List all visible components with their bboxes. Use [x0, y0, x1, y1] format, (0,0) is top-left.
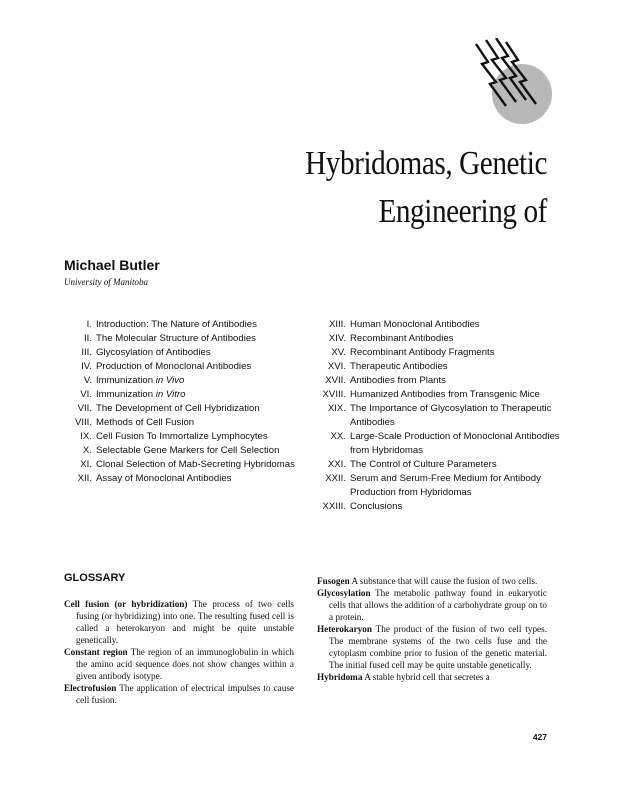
toc-item [316, 402, 562, 430]
glossary-term: Glycosylation [317, 588, 371, 598]
toc-item-title-part: Immunization [96, 389, 156, 400]
glossary-entry [64, 598, 294, 646]
page-number: 427 [532, 732, 547, 742]
toc-item-title-part: Assay of Monoclonal Antibodies [96, 473, 232, 484]
toc-item [316, 360, 562, 374]
table-of-contents-right [316, 318, 562, 514]
toc-item-title: Conclusions [350, 501, 403, 512]
toc-item [64, 444, 304, 458]
toc-item [64, 360, 304, 374]
toc-item [64, 472, 304, 486]
toc-item-number: II. [84, 333, 92, 344]
toc-item-number: I. [86, 319, 92, 330]
toc-item-title: Recombinant Antibody Fragments [350, 347, 495, 358]
toc-item-number: VI. [80, 389, 92, 400]
toc-item-number: III. [81, 347, 92, 358]
toc-item [316, 388, 562, 402]
toc-item-number: VIII. [74, 417, 92, 428]
title-line-2: Engineering of [378, 193, 547, 230]
toc-item-title: Large-Scale Production of Monoclonal Antibodies from Hybridomas [350, 431, 560, 456]
toc-item-number: XIX. [327, 403, 346, 414]
toc-item-title: Recombinant Antibodies [350, 333, 454, 344]
toc-item-number: IV. [81, 361, 92, 372]
glossary-definition: The product of the fusion of two cell types. The membrane systems of the two cells fuse and the cytoplasm combine prior to fusion of the genetic material. The initial fused cell may be quite unstable genetically. [329, 624, 547, 670]
title-line-1: Hybridomas, Genetic [305, 145, 547, 182]
glossary-term: Hybridoma [317, 672, 363, 682]
toc-item-title: The Control of Culture Parameters [350, 459, 497, 470]
toc-item [64, 388, 304, 402]
glossary-column-right [317, 575, 547, 683]
toc-item-title-part: Cell Fusion To Immortalize Lymphocytes [96, 431, 268, 442]
glossary-definition: The region of an immunoglobulin in which the amino acid sequence does not show changes within a given antibody isotype. [76, 647, 294, 681]
toc-item-number: XV. [331, 347, 346, 358]
glossary-entry [317, 671, 547, 683]
toc-item [64, 318, 304, 332]
toc-item-title: Human Monoclonal Antibodies [350, 319, 480, 330]
toc-item-title [96, 444, 304, 458]
toc-item-title [96, 332, 304, 346]
toc-item-title: Humanized Antibodies from Transgenic Mice [350, 389, 540, 400]
toc-item [64, 416, 304, 430]
glossary-entry [64, 646, 294, 682]
glossary-term: Fusogen [317, 576, 350, 586]
toc-item-title [96, 472, 304, 486]
toc-item-number: XI. [80, 459, 92, 470]
toc-item [64, 332, 304, 346]
toc-item-number: V. [83, 375, 92, 386]
glossary-entry [317, 587, 547, 623]
toc-item [316, 472, 562, 500]
toc-item [316, 346, 562, 360]
author-name: Michael Butler [64, 257, 160, 273]
toc-item-number: XXII. [325, 473, 346, 484]
toc-item-title-part: Production of Monoclonal Antibodies [96, 361, 252, 372]
lightning-emblem-icon [462, 38, 562, 124]
toc-item [316, 430, 562, 458]
toc-item-title [96, 416, 304, 430]
author-affiliation: University of Manitoba [64, 277, 148, 287]
toc-item [64, 430, 304, 444]
table-of-contents-left [64, 318, 304, 486]
toc-item-number: XII. [77, 473, 92, 484]
toc-item-number: XVII. [325, 375, 346, 386]
toc-item-title-part: Introduction: The Nature of Antibodies [96, 319, 257, 330]
glossary-entry [317, 623, 547, 671]
toc-item-number: XX. [330, 431, 346, 442]
toc-item-number: XXIII. [322, 501, 346, 512]
toc-item-title [96, 374, 304, 388]
toc-item-number: XIII. [328, 319, 346, 330]
toc-item-title [96, 388, 304, 402]
toc-item-title [96, 346, 304, 360]
toc-item-title-part: The Development of Cell Hybridization [96, 403, 260, 414]
toc-item-number: XXI. [327, 459, 346, 470]
toc-item [64, 374, 304, 388]
glossary-definition: A substance that will cause the fusion of two cells. [351, 576, 538, 586]
toc-item-title-part: Glycosylation of Antibodies [96, 347, 211, 358]
toc-item-title [96, 402, 304, 416]
toc-item-number: VII. [77, 403, 92, 414]
toc-item-title-part: Methods of Cell Fusion [96, 417, 195, 428]
glossary-term: Electrofusion [64, 683, 117, 693]
glossary-term: Heterokaryon [317, 624, 372, 634]
toc-item-title-part: in Vivo [155, 375, 185, 386]
glossary-definition: The application of electrical impulses to cause cell fusion. [76, 683, 294, 705]
toc-item [316, 500, 562, 514]
toc-item [316, 374, 562, 388]
glossary-entry [64, 682, 294, 706]
glossary-definition: A stable hybrid cell that secretes a [364, 672, 490, 682]
toc-item-number: X. [82, 445, 92, 456]
toc-item-title-part: Immunization [96, 375, 156, 386]
toc-item-title-part: Selectable Gene Markers for Cell Selection [96, 445, 280, 456]
glossary-definition: The process of two cells fusing (or hybridizing) into one. The resulting fused cell is called a heterokaryon and might be quite unstable genetically. [76, 599, 294, 645]
toc-item [64, 402, 304, 416]
glossary-term: Constant region [64, 647, 128, 657]
toc-item-title-part: Clonal Selection of Mab-Secreting Hybridomas [96, 459, 295, 470]
toc-item-title-part: in Vitro [155, 389, 186, 400]
toc-item [316, 332, 562, 346]
toc-item-title: Therapeutic Antibodies [350, 361, 448, 372]
toc-item [316, 458, 562, 472]
toc-item [64, 458, 304, 472]
glossary-definition: The metabolic pathway found in eukaryotic cells that allows the addition of a carbohydrate group on to a protein. [329, 588, 547, 622]
glossary-heading: GLOSSARY [64, 572, 126, 584]
toc-item-number: IX. [80, 431, 92, 442]
toc-item-title [96, 458, 304, 472]
toc-item-title: The Importance of Glycosylation to Therapeutic Antibodies [350, 403, 552, 428]
toc-item [316, 318, 562, 332]
toc-item-title [96, 318, 304, 332]
toc-item-number: XVIII. [322, 389, 346, 400]
glossary-entry [317, 575, 547, 587]
glossary-term: Cell fusion (or hybridization) [64, 599, 188, 609]
toc-item-title: Serum and Serum-Free Medium for Antibody Production from Hybridomas [350, 473, 541, 498]
toc-item-title-part: The Molecular Structure of Antibodies [96, 333, 256, 344]
toc-item-number: XIV. [328, 333, 346, 344]
toc-item-number: XVI. [327, 361, 346, 372]
toc-item-title [96, 430, 304, 444]
article-title [203, 140, 547, 236]
toc-item [64, 346, 304, 360]
toc-item-title: Antibodies from Plants [350, 375, 446, 386]
toc-item-title [96, 360, 304, 374]
glossary-column-left [64, 598, 294, 706]
